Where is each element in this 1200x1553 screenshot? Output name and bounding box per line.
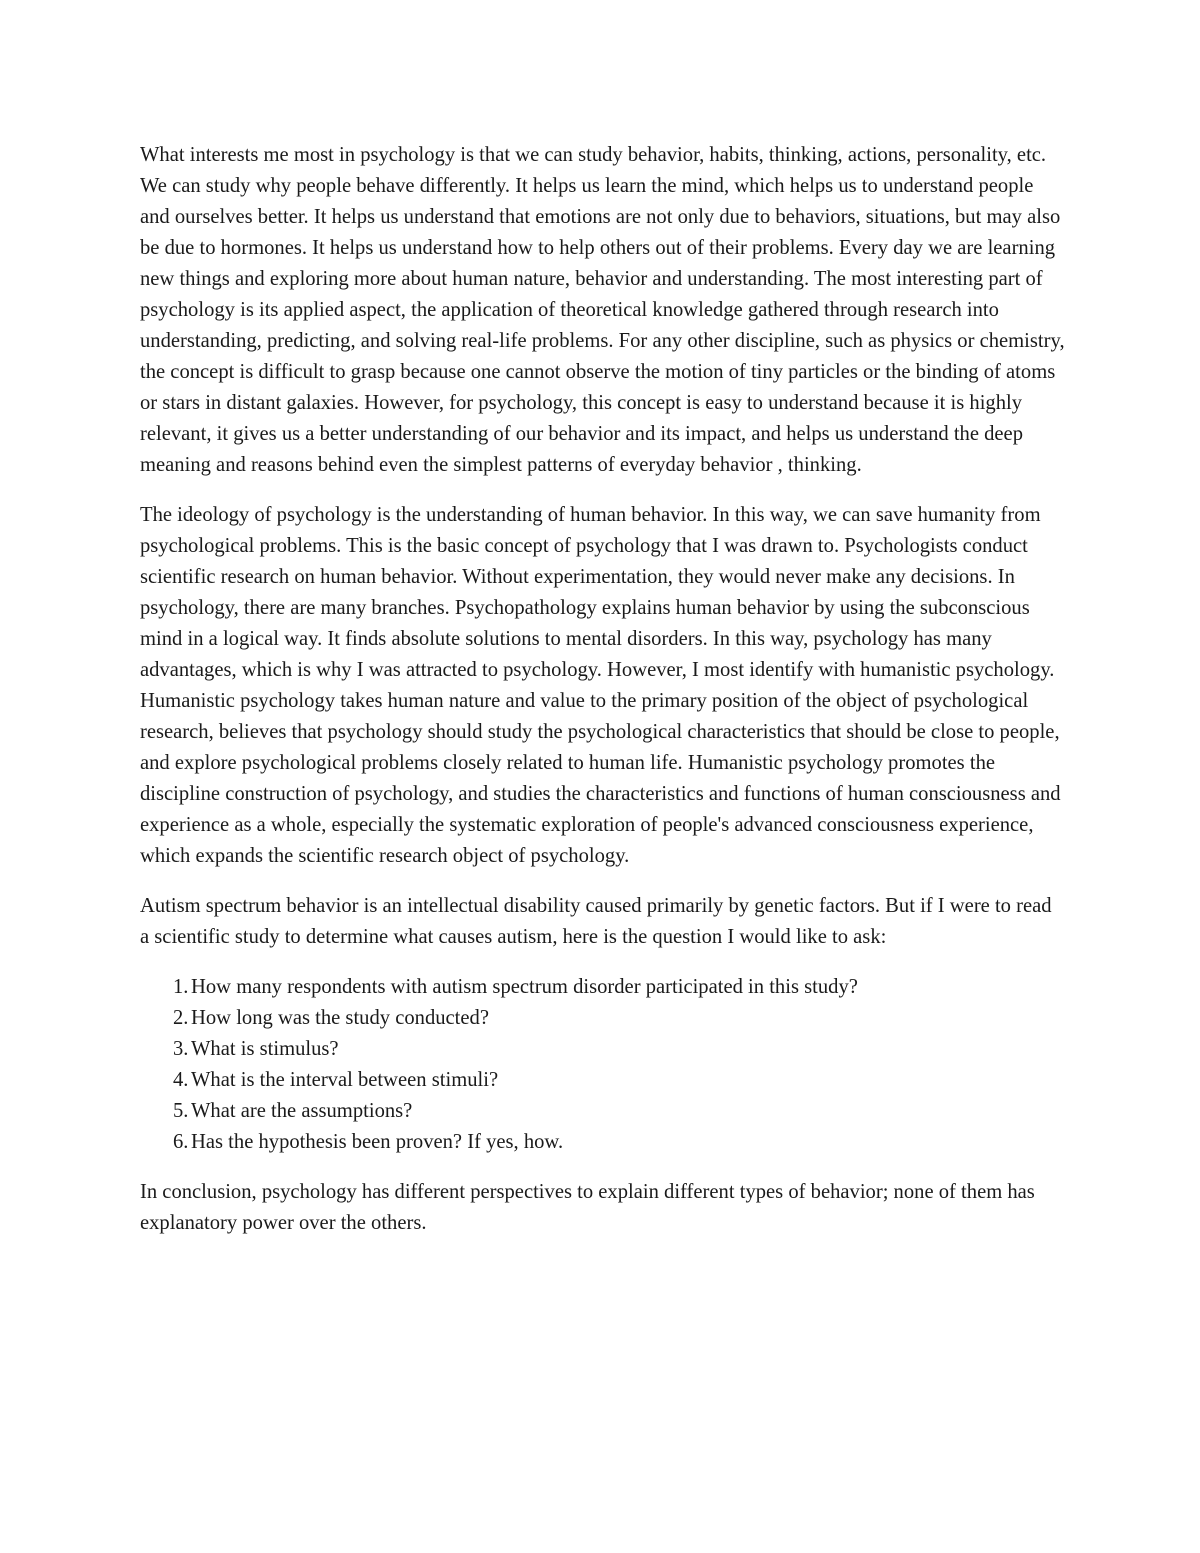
- list-item-text: How many respondents with autism spectrum disorder participated in this study?: [191, 976, 858, 998]
- list-item-text: Has the hypothesis been proven? If yes, how.: [191, 1131, 564, 1153]
- list-item-number: 1.: [173, 976, 189, 998]
- paragraph-interests: What interests me most in psychology is that we can study behavior, habits, thinking, actions, personality, etc. We can study why people behave differently. It helps us learn the mind, which helps us to understand people and ourselves better. It helps us understand that emotions are not only due to behaviors, situations, but may also be due to hormones. It helps us understand how to help others out of their problems. Every day we are learning new things and exploring more about human nature, behavior and understanding. The most interesting part of psychology is its applied aspect, the application of theoretical knowledge gathered through research into understanding, predicting, and solving real-life problems. For any other discipline, such as physics or chemistry, the concept is difficult to grasp because one cannot observe the motion of tiny particles or the binding of atoms or stars in distant galaxies. However, for psychology, this concept is easy to understand because it is highly relevant, it gives us a better understanding of our behavior and its impact, and helps us understand the deep meaning and reasons behind even the simplest patterns of everyday behavior , thinking.: [140, 144, 1065, 476]
- list-item-text: What is stimulus?: [191, 1038, 339, 1060]
- list-item-number: 2.: [173, 1007, 189, 1029]
- list-item: [140, 1003, 1065, 1034]
- list-item-number: 6.: [173, 1131, 189, 1153]
- list-item-text: What are the assumptions?: [191, 1100, 413, 1122]
- question-list: [140, 972, 1065, 1158]
- list-item: [140, 1127, 1065, 1158]
- paragraph-autism: Autism spectrum behavior is an intellectual disability caused primarily by genetic factors. But if I were to read a scientific study to determine what causes autism, here is the question I would like to ask:: [140, 895, 1052, 948]
- list-item-number: 5.: [173, 1100, 189, 1122]
- list-item-number: 3.: [173, 1038, 189, 1060]
- list-item: [140, 1034, 1065, 1065]
- list-item: [140, 1065, 1065, 1096]
- list-item: [140, 972, 1065, 1003]
- list-item-text: What is the interval between stimuli?: [191, 1069, 499, 1091]
- paragraph-ideology: The ideology of psychology is the understanding of human behavior. In this way, we can save humanity from psychological problems. This is the basic concept of psychology that I was drawn to. Psychologists conduct scientific research on human behavior. Without experimentation, they would never make any decisions. In psychology, there are many branches. Psychopathology explains human behavior by using the subconscious mind in a logical way. It finds absolute solutions to mental disorders. In this way, psychology has many advantages, which is why I was attracted to psychology. However, I most identify with humanistic psychology. Humanistic psychology takes human nature and value to the primary position of the object of psychological research, believes that psychology should study the psychological characteristics that should be close to people, and explore psychological problems closely related to human life. Humanistic psychology promotes the discipline construction of psychology, and studies the characteristics and functions of human consciousness and experience as a whole, especially the systematic exploration of people's advanced consciousness experience, which expands the scientific research object of psychology.: [140, 504, 1061, 867]
- list-item: [140, 1096, 1065, 1127]
- list-item-number: 4.: [173, 1069, 189, 1091]
- paragraph-conclusion: In conclusion, psychology has different perspectives to explain different types of behavior; none of them has explanatory power over the others.: [140, 1181, 1035, 1234]
- list-item-text: How long was the study conducted?: [191, 1007, 489, 1029]
- document-page: [140, 140, 1065, 1258]
